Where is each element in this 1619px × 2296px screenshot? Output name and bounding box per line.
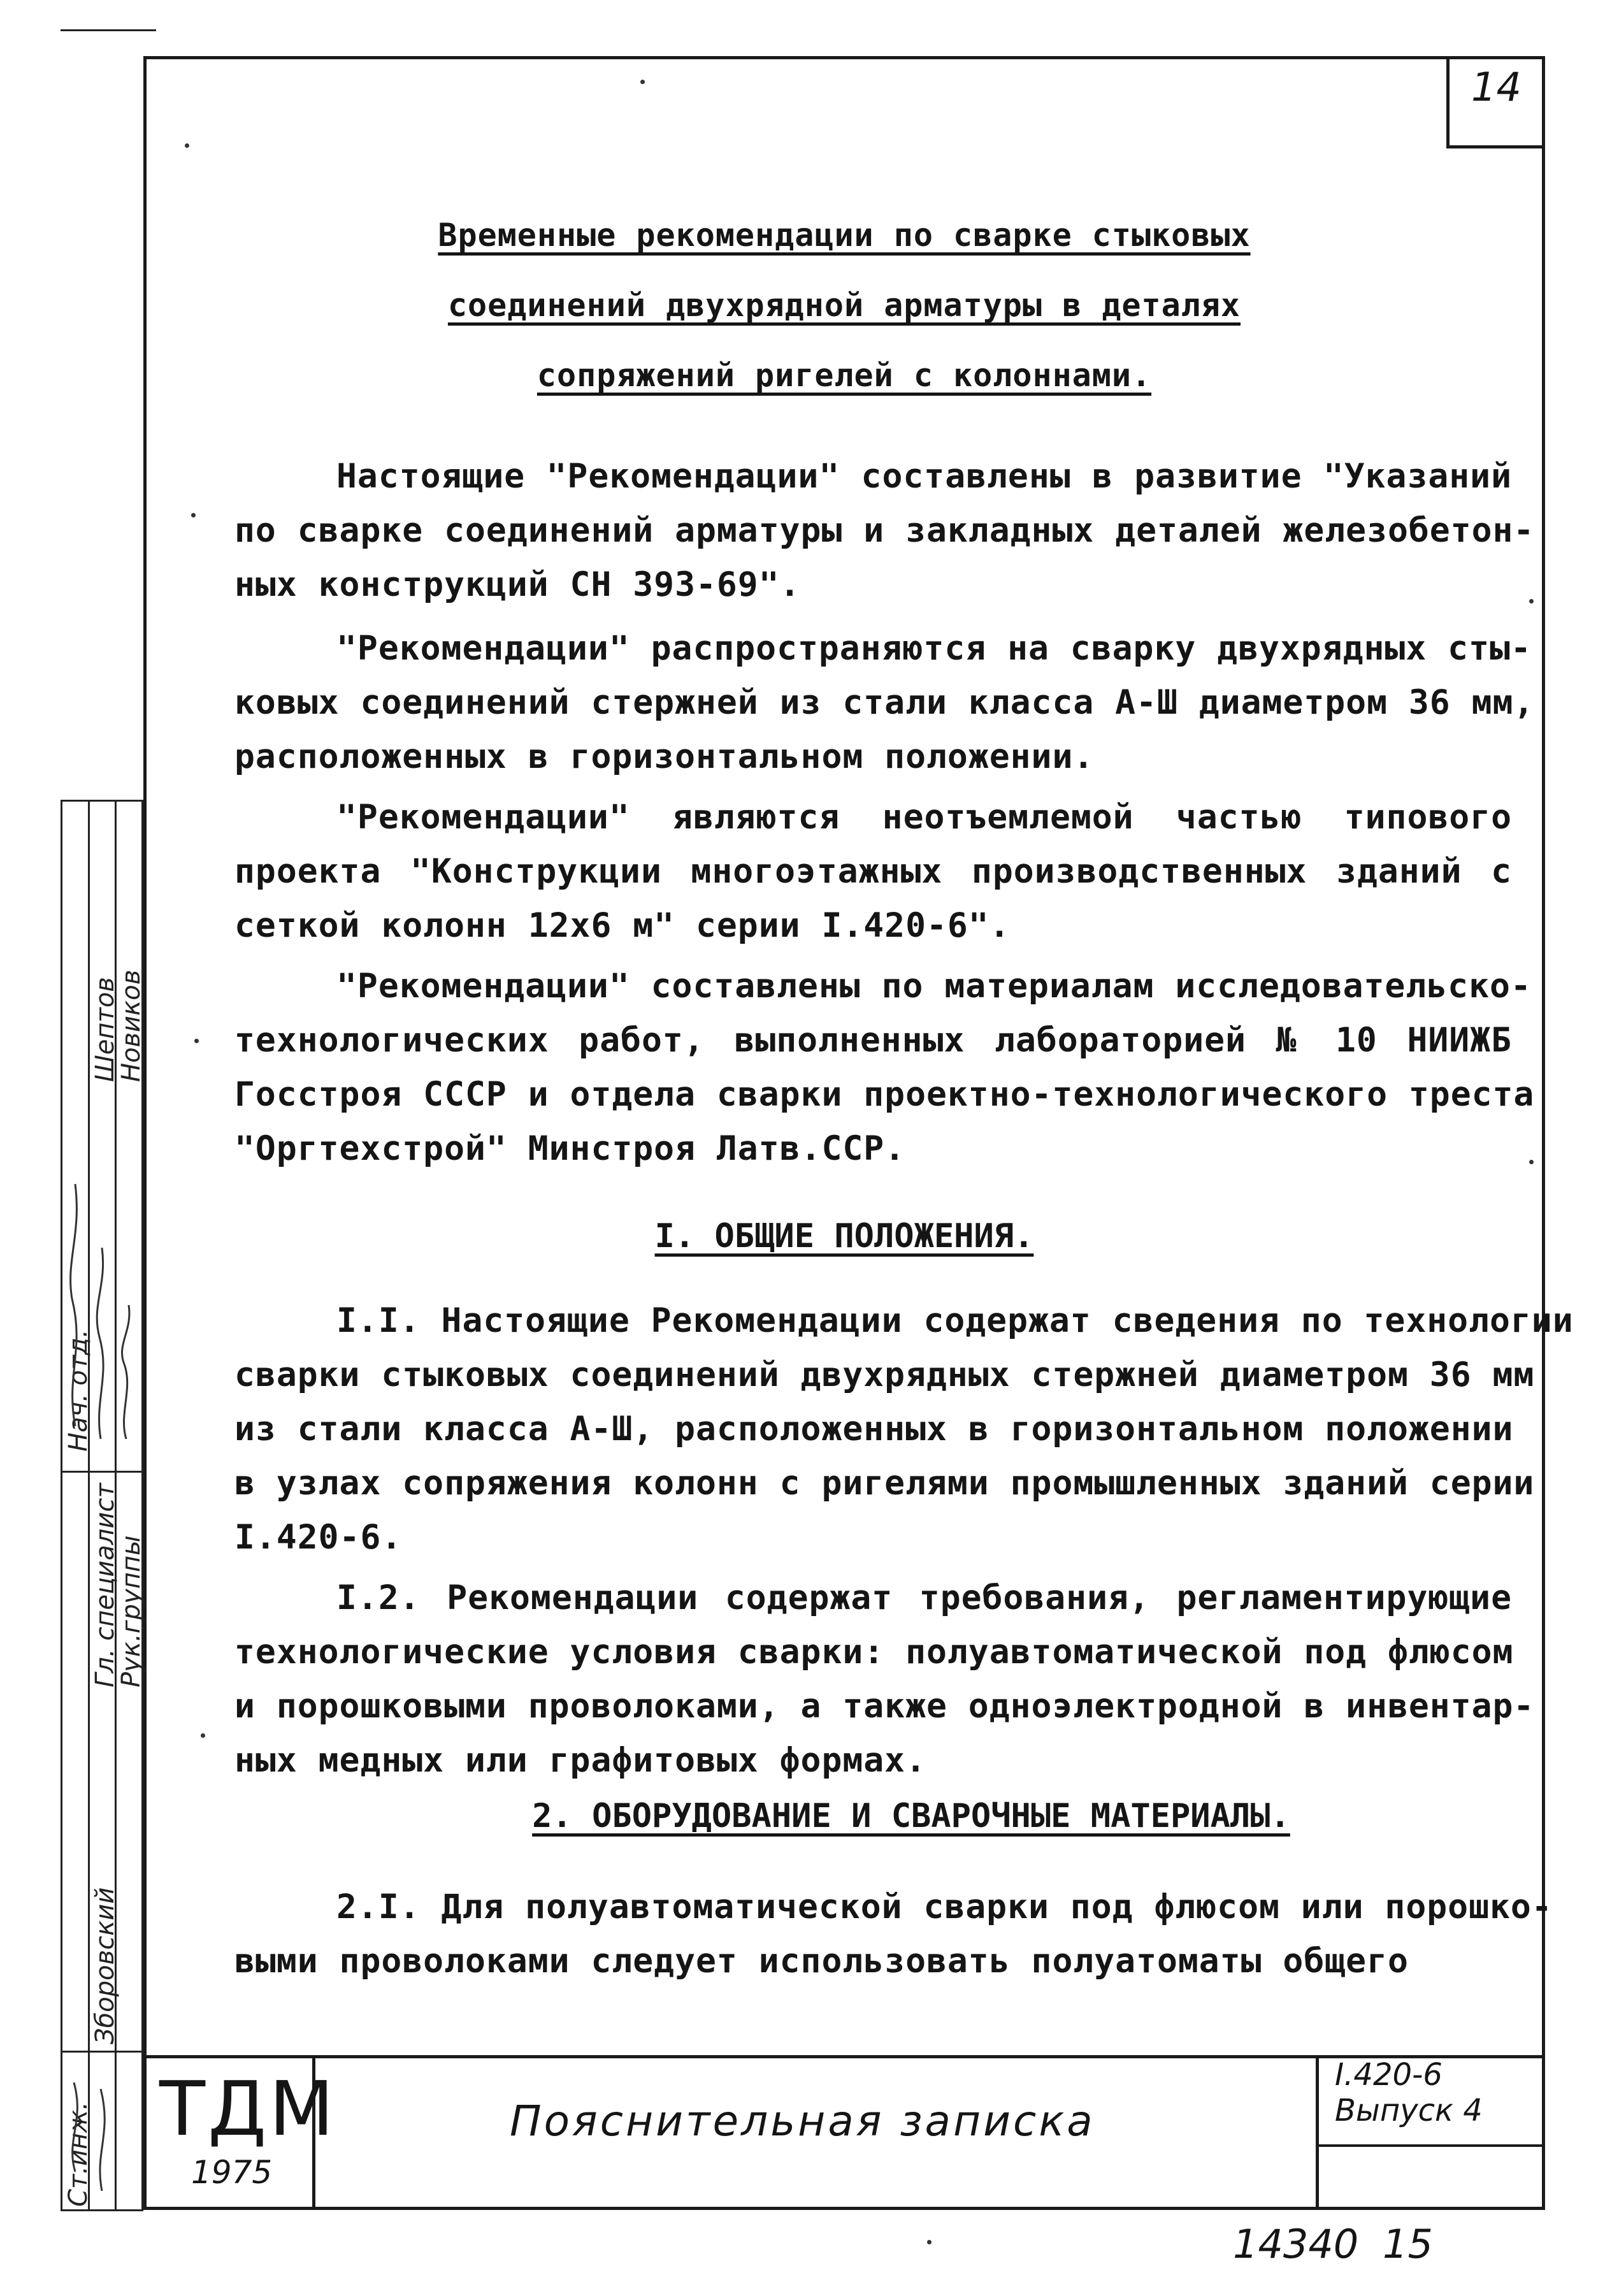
text-line: "Рекомендации" являются неотъемлемой частью типового [336, 798, 1512, 837]
text-line: Настоящие "Рекомендации" составлены в развитие "Указаний [336, 457, 1512, 496]
title-block-divider [1316, 2144, 1545, 2147]
year: 1975 [191, 2154, 273, 2191]
text-line: технологические условия сварки: полуавтоматической под флюсом [234, 1633, 1514, 1671]
sheet-number: 15 [1383, 2221, 1433, 2267]
intro-paragraph-3 [234, 790, 1512, 953]
text-line: по сварке соединений арматуры и закладных деталей железобетон- [234, 511, 1535, 550]
series-info [1335, 2057, 1483, 2128]
stamp-label: Рук.группы [117, 1535, 146, 1687]
text-line: проекта "Конструкции многоэтажных производственных зданий с [234, 852, 1512, 891]
stamp-label: Ст.инж. [64, 2102, 93, 2207]
intro-paragraph-4 [234, 959, 1535, 1176]
text-line: I.2. Рекомендации содержат требования, регламентирующие [336, 1578, 1512, 1617]
stamp-label: Зборовский [90, 1887, 120, 2044]
stamp-label: Шептов [90, 977, 120, 1082]
text-line: сварки стыковых соединений двухрядных стержней диаметром 36 мм [234, 1355, 1535, 1394]
section-1-paragraph-1 [234, 1294, 1574, 1564]
signature-stamp [61, 800, 146, 2211]
text-line: расположенных в горизонтальном положении. [234, 737, 1095, 776]
text-line: ных медных или графитовых формах. [234, 1741, 926, 1780]
doc-heading-line-1: Временные рекомендации по сварке стыковых [438, 217, 1251, 254]
document-title: Пояснительная записка [510, 2097, 1095, 2146]
text-line: "Рекомендации" составлены по материалам исследовательско- [336, 967, 1532, 1006]
title-block-divider [1316, 2058, 1319, 2210]
intro-paragraph-1 [234, 449, 1535, 612]
scan-speck [201, 1733, 205, 1738]
text-line: I.420-6. [234, 1518, 403, 1557]
text-line: технологических работ, выполненных лабораторией № 10 НИИЖБ [234, 1021, 1512, 1060]
stamp-label: Гл. специалист [90, 1483, 120, 1687]
scan-speck [1529, 1160, 1534, 1164]
text-line: из стали класса А-Ш, расположенных в горизонтальном положении [234, 1410, 1514, 1448]
archive-number: 14340 [1233, 2221, 1359, 2267]
text-line: "Рекомендации" распространяются на сварку двухрядных сты- [336, 629, 1532, 668]
series-number: I.420-6 [1335, 2057, 1443, 2093]
text-line: 2.I. Для полуавтоматической сварки под флюсом или порошко- [336, 1888, 1553, 1926]
text-line: "Оргтехстрой" Минстроя Латв.ССР. [234, 1129, 906, 1168]
stamp-label: Новиков [117, 969, 146, 1082]
section-1-heading: I. ОБЩИЕ ПОЛОЖЕНИЯ. [654, 1217, 1034, 1255]
scan-speck [194, 1039, 199, 1043]
text-line: сеткой колонн 12х6 м" серии I.420-6". [234, 906, 1011, 945]
text-line: ных конструкций СН 393-69". [234, 565, 801, 604]
text-line: Госстроя СССР и отдела сварки проектно-технологического треста [234, 1075, 1535, 1114]
doc-heading-line-2: соединений двухрядной арматуры в деталях [447, 287, 1241, 324]
scan-speck [1529, 599, 1534, 603]
text-line: выми проволоками следует использовать полуатоматы общего [234, 1942, 1409, 1981]
section-2-paragraph-1 [234, 1880, 1553, 1988]
scan-speck [927, 2240, 932, 2244]
text-line: в узлах сопряжения колонн с ригелями промышленных зданий серии [234, 1464, 1535, 1503]
section-2-heading: 2. ОБОРУДОВАНИЕ И СВАРОЧНЫЕ МАТЕРИАЛЫ. [532, 1797, 1290, 1835]
top-rule [61, 29, 156, 31]
text-line: и порошковыми проволоками, а также одноэлектродной в инвентар- [234, 1687, 1535, 1726]
scan-speck [191, 513, 196, 517]
issue-number: Выпуск 4 [1335, 2093, 1483, 2128]
organization-logo: ТДМ [159, 2065, 337, 2153]
intro-paragraph-2 [234, 621, 1535, 784]
page-number: 14 [1446, 56, 1545, 148]
stamp-label: Нач. отд. [64, 1329, 93, 1452]
scan-speck [185, 143, 189, 148]
handwritten-signatures [62, 802, 145, 2213]
scan-speck [640, 80, 645, 84]
text-line: I.I. Настоящие Рекомендации содержат сведения по технологии [336, 1301, 1574, 1340]
doc-heading-line-3: сопряжений ригелей с колоннами. [536, 357, 1152, 394]
section-1-paragraph-2 [234, 1571, 1535, 1787]
text-line: ковых соединений стержней из стали класса А-Ш диаметром 36 мм, [234, 683, 1535, 722]
